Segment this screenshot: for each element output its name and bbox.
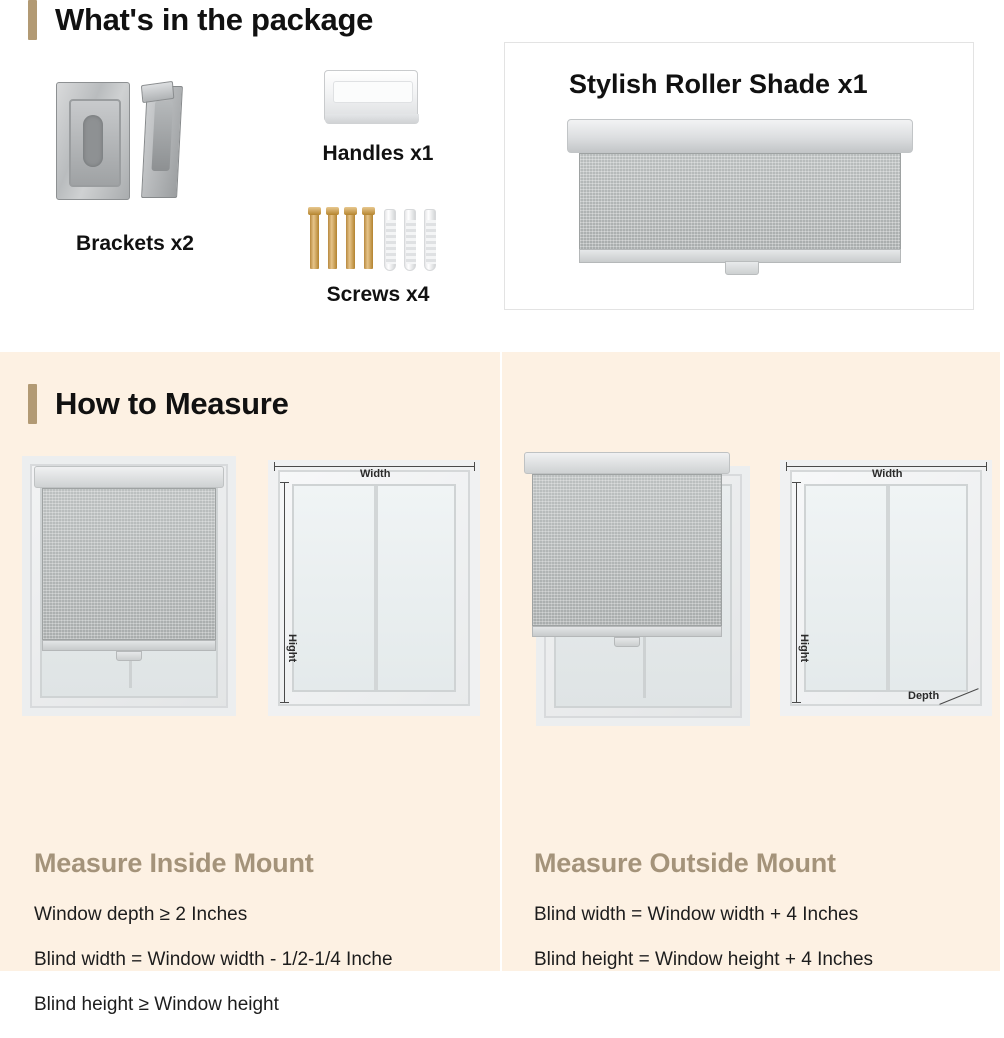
diagram-glass	[804, 484, 968, 692]
diagram-sash	[886, 486, 890, 690]
measure-heading	[28, 384, 289, 424]
list-item: Blind height = Window height + 4 Inches	[534, 948, 874, 970]
roller-shade-title: Stylish Roller Shade x1	[569, 69, 868, 99]
height-tick-top	[280, 482, 289, 483]
list-item: Blind height ≥ Window height	[34, 993, 279, 1015]
shade-bottom-rail-icon	[532, 626, 722, 637]
inside-mount-illustration	[18, 438, 498, 778]
screw-4-icon	[364, 211, 373, 269]
width-tick-left	[786, 462, 787, 471]
bracket-icon	[40, 80, 230, 220]
height-label: Hight	[798, 634, 810, 663]
package-section	[0, 0, 1000, 352]
roller-shade-icon	[567, 119, 913, 279]
depth-label: Depth	[908, 690, 940, 702]
bracket-main-icon	[56, 82, 130, 200]
wall-anchor-3-icon	[424, 209, 436, 271]
wall-anchor-1-icon	[384, 209, 396, 271]
outside-mount-diagram	[780, 460, 992, 716]
diagram-glass	[292, 484, 456, 692]
height-dimension-line	[796, 482, 797, 702]
package-item-screws	[288, 205, 468, 307]
measure-section	[0, 352, 1000, 1015]
screw-2-icon	[328, 211, 337, 269]
screw-icon	[288, 205, 468, 271]
outside-mount-title: Measure Outside Mount	[534, 848, 836, 878]
width-tick-right	[474, 462, 475, 471]
list-item: Blind width = Window width + 4 Inches	[534, 904, 859, 925]
shade-pull-tab-icon	[614, 637, 640, 647]
outside-mount-column	[518, 438, 998, 970]
accent-bar	[28, 0, 37, 40]
inside-mount-bullets	[34, 904, 504, 1038]
diagram-sash	[374, 486, 378, 690]
handle-body-icon	[324, 70, 418, 122]
bracket-side-icon	[141, 86, 183, 198]
width-tick-left	[274, 462, 275, 471]
inside-mount-column	[18, 438, 498, 1015]
width-tick-right	[986, 462, 987, 471]
handle-icon	[290, 62, 466, 130]
screw-3-icon	[346, 211, 355, 269]
list-item: Window depth ≥ 2 Inches	[34, 904, 248, 925]
height-dimension-line	[284, 482, 285, 702]
wall-anchor-2-icon	[404, 209, 416, 271]
inside-mount-window-photo	[22, 456, 236, 716]
package-item-brackets	[40, 80, 230, 256]
width-label: Width	[872, 468, 903, 480]
shade-fabric-icon	[42, 488, 216, 640]
screws-caption: Screws x4	[326, 283, 430, 306]
column-divider	[500, 352, 502, 971]
shade-fabric-icon	[532, 474, 722, 626]
package-heading	[28, 0, 373, 40]
height-label: Hight	[286, 634, 298, 663]
inside-mount-title: Measure Inside Mount	[34, 848, 314, 878]
shade-headrail-icon	[524, 452, 730, 474]
height-tick-top	[792, 482, 801, 483]
shade-pull-tab-icon	[725, 261, 759, 275]
width-dimension-line	[274, 466, 474, 467]
measure-heading-text: How to Measure	[55, 386, 289, 421]
accent-bar	[28, 384, 37, 424]
shade-pull-tab-icon	[116, 651, 142, 661]
shade-headrail-icon	[567, 119, 913, 153]
brackets-caption: Brackets x2	[76, 232, 194, 255]
package-heading-text: What's in the package	[55, 2, 374, 37]
width-label: Width	[360, 468, 391, 480]
height-tick-bottom	[280, 702, 289, 703]
outside-mount-illustration	[518, 438, 998, 778]
shade-bottom-rail-icon	[42, 640, 216, 651]
shade-headrail-icon	[34, 466, 224, 488]
inside-mount-diagram	[268, 460, 480, 716]
screw-1-icon	[310, 211, 319, 269]
handles-caption: Handles x1	[322, 142, 434, 165]
shade-fabric-icon	[579, 153, 901, 251]
package-item-handles	[290, 62, 466, 166]
package-item-roller-shade	[504, 42, 974, 310]
height-tick-bottom	[792, 702, 801, 703]
width-dimension-line	[786, 466, 986, 467]
list-item: Blind width = Window width - 1/2-1/4 Inche	[34, 948, 393, 970]
outside-mount-bullets	[534, 904, 1004, 994]
